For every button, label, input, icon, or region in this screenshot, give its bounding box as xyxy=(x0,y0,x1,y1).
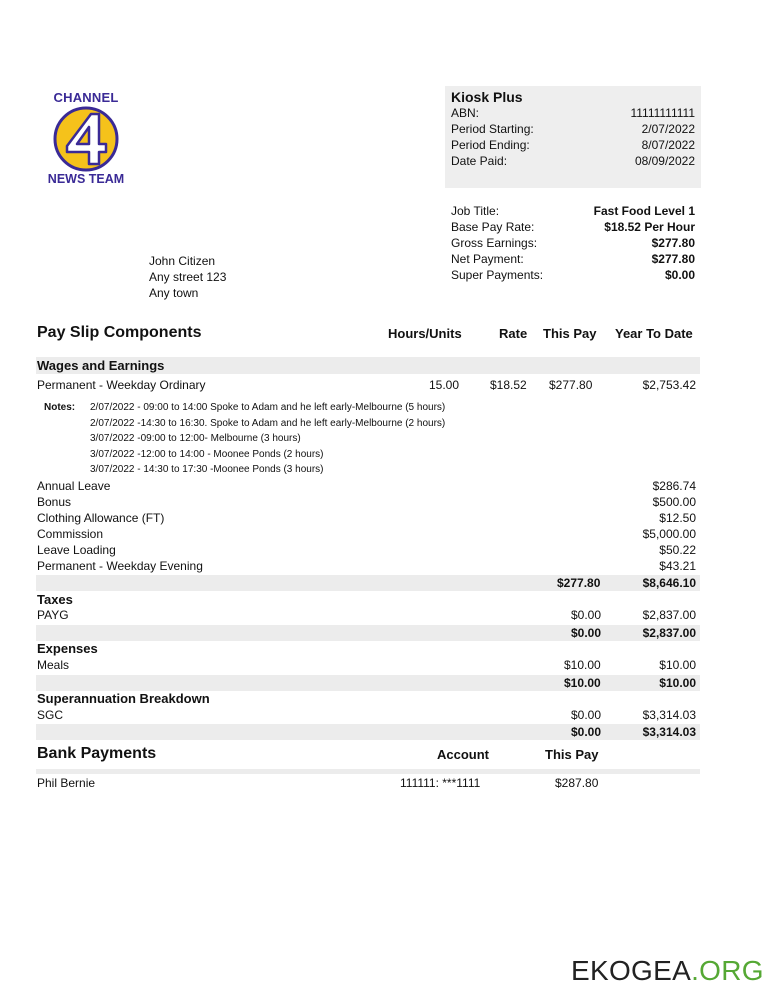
company-info-box xyxy=(445,86,701,188)
period-start-label: Period Starting: xyxy=(451,122,534,136)
expense-ytd: $10.00 xyxy=(659,658,696,672)
expense-row xyxy=(37,658,696,674)
net-payment-value: $277.80 xyxy=(651,252,695,266)
wages-title: Wages and Earnings xyxy=(37,358,165,373)
earning-label: Bonus xyxy=(37,495,72,509)
super-payments-label: Super Payments: xyxy=(451,268,544,282)
date-paid-row xyxy=(451,154,695,170)
base-rate-value: $18.52 Per Hour xyxy=(604,220,695,234)
wages-total-this: $277.80 xyxy=(557,576,601,590)
note-line: 3/07/2022 -12:00 to 14:00 - Moonee Ponds (2 hours) xyxy=(90,448,324,460)
job-summary xyxy=(451,204,695,284)
base-rate-row xyxy=(451,220,695,236)
super-total-row xyxy=(37,725,696,741)
note-line: 2/07/2022 -14:30 to 16:30. Spoke to Adam and he left early-Melbourne (2 hours) xyxy=(90,417,446,429)
note-line: 3/07/2022 - 14:30 to 17:30 -Moonee Ponds (3 hours) xyxy=(90,464,324,476)
earning-ytd: $5,000.00 xyxy=(642,527,696,541)
super-title: Superannuation Breakdown xyxy=(37,691,210,706)
period-end-value: 8/07/2022 xyxy=(641,138,695,152)
earning-ytd: $43.21 xyxy=(659,559,696,573)
watermark-part-2: .ORG xyxy=(691,955,764,986)
earning-row xyxy=(37,559,696,575)
wage-main-this: $277.80 xyxy=(549,378,593,392)
watermark-part-1: EKOGEA xyxy=(571,955,692,986)
bank-account: 111111: ***1111 xyxy=(400,776,481,790)
base-rate-label: Base Pay Rate: xyxy=(451,220,535,234)
job-title-value: Fast Food Level 1 xyxy=(593,204,695,218)
components-header xyxy=(36,320,700,346)
wage-main-row xyxy=(37,378,696,394)
earning-row xyxy=(37,527,696,543)
super-payments-row xyxy=(451,268,695,284)
net-payment-label: Net Payment: xyxy=(451,252,524,266)
employee-town: Any town xyxy=(149,286,199,300)
earning-label: Clothing Allowance (FT) xyxy=(37,511,165,525)
bank-row xyxy=(37,776,696,792)
super-label: SGC xyxy=(37,708,64,722)
footer-watermark xyxy=(571,955,764,987)
bank-divider-bar xyxy=(36,769,700,774)
gross-earnings-row xyxy=(451,236,695,252)
taxes-title: Taxes xyxy=(37,592,73,607)
super-ytd: $3,314.03 xyxy=(642,708,696,722)
bank-col-this-pay: This Pay xyxy=(545,747,599,762)
earning-ytd: $500.00 xyxy=(652,495,696,509)
earning-ytd: $286.74 xyxy=(652,479,696,493)
expenses-total-this: $10.00 xyxy=(564,676,601,690)
period-start-value: 2/07/2022 xyxy=(641,122,695,136)
logo-four-icon xyxy=(53,106,119,172)
bank-header xyxy=(36,741,700,767)
expense-label: Meals xyxy=(37,658,70,672)
employee-address xyxy=(149,253,226,301)
employee-name: John Citizen xyxy=(149,254,216,268)
logo-top-text: CHANNEL xyxy=(53,90,119,105)
date-paid-value: 08/09/2022 xyxy=(634,154,695,168)
abn-label: ABN: xyxy=(451,106,480,120)
wages-total-row xyxy=(37,576,696,592)
tax-ytd: $2,837.00 xyxy=(642,608,696,622)
col-hours-header: Hours/Units xyxy=(388,326,462,341)
wage-main-rate: $18.52 xyxy=(490,378,527,392)
col-this-pay-header: This Pay xyxy=(543,326,597,341)
expenses-total-ytd: $10.00 xyxy=(659,676,696,690)
super-payments-value: $0.00 xyxy=(664,268,695,282)
tax-this: $0.00 xyxy=(571,608,602,622)
tax-row xyxy=(37,608,696,624)
wage-main-label: Permanent - Weekday Ordinary xyxy=(37,378,206,392)
notes-list xyxy=(90,400,445,478)
expenses-title: Expenses xyxy=(37,641,98,656)
earning-row xyxy=(37,511,696,527)
job-title-row xyxy=(451,204,695,220)
super-row xyxy=(37,708,696,724)
col-rate-header: Rate xyxy=(499,326,528,341)
wages-total-ytd: $8,646.10 xyxy=(642,576,696,590)
period-end-label: Period Ending: xyxy=(451,138,530,152)
abn-row xyxy=(451,106,695,122)
earning-row xyxy=(37,495,696,511)
abn-value: 11111111111 xyxy=(630,106,695,120)
bank-title: Bank Payments xyxy=(37,745,157,762)
wage-main-ytd: $2,753.42 xyxy=(642,378,696,392)
earning-row xyxy=(37,479,696,495)
earning-label: Leave Loading xyxy=(37,543,116,557)
bank-amount: $287.80 xyxy=(555,776,599,790)
super-total-this: $0.00 xyxy=(571,725,602,739)
earning-row xyxy=(37,543,696,559)
bank-payee: Phil Bernie xyxy=(37,776,96,790)
wage-main-hours: 15.00 xyxy=(429,378,460,392)
taxes-total-row xyxy=(37,626,696,642)
channel-4-logo xyxy=(36,88,136,192)
super-total-ytd: $3,314.03 xyxy=(642,725,696,739)
gross-earnings-value: $277.80 xyxy=(651,236,695,250)
super-this: $0.00 xyxy=(571,708,602,722)
tax-label: PAYG xyxy=(37,608,69,622)
employee-street: Any street 123 xyxy=(149,270,227,284)
logo-bottom-text: NEWS TEAM xyxy=(47,172,125,186)
job-title-label: Job Title: xyxy=(451,204,500,218)
company-name: Kiosk Plus xyxy=(451,89,523,105)
note-line: 2/07/2022 - 09:00 to 14:00 Spoke to Adam and he left early-Melbourne (5 hours) xyxy=(90,402,446,413)
note-line: 3/07/2022 -09:00 to 12:00- Melbourne (3 hours) xyxy=(90,433,301,445)
notes-label: Notes: xyxy=(44,402,76,413)
expense-this: $10.00 xyxy=(564,658,601,672)
col-ytd-header: Year To Date xyxy=(615,326,693,341)
period-start-row xyxy=(451,122,695,138)
period-end-row xyxy=(451,138,695,154)
taxes-total-ytd: $2,837.00 xyxy=(642,626,696,640)
earning-label: Permanent - Weekday Evening xyxy=(37,559,203,573)
taxes-total-this: $0.00 xyxy=(571,626,602,640)
date-paid-label: Date Paid: xyxy=(451,154,508,168)
earning-label: Commission xyxy=(37,527,104,541)
expenses-total-row xyxy=(37,676,696,692)
bank-col-account: Account xyxy=(437,747,489,762)
net-payment-row xyxy=(451,252,695,268)
gross-earnings-label: Gross Earnings: xyxy=(451,236,538,250)
earning-ytd: $50.22 xyxy=(659,543,696,557)
earning-label: Annual Leave xyxy=(37,479,111,493)
components-title: Pay Slip Components xyxy=(37,324,202,341)
earning-ytd: $12.50 xyxy=(659,511,696,525)
